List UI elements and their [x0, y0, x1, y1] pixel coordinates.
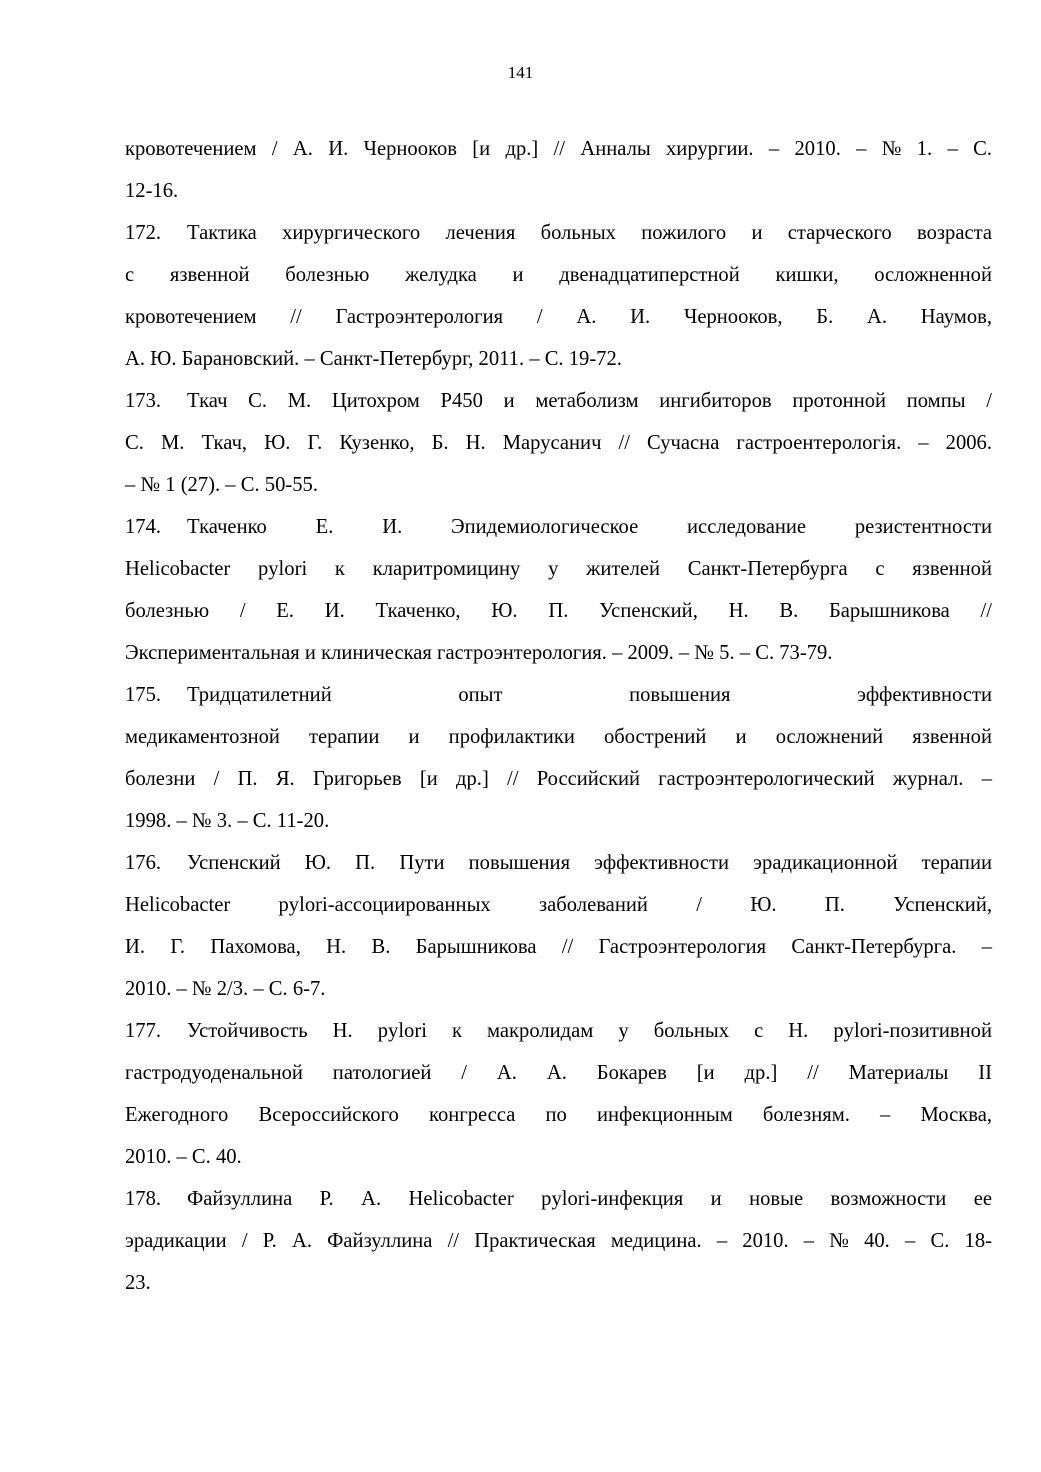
reference-entry — [125, 1178, 992, 1304]
reference-line — [125, 1220, 992, 1262]
reference-line — [125, 128, 992, 170]
reference-number: 177. — [125, 1020, 162, 1042]
reference-text: С. М. Ткач, Ю. Г. Кузенко, Б. Н. Марусанич // Сучасна гастроентерологія. – 2006. — [125, 432, 992, 454]
reference-line — [125, 1136, 992, 1178]
reference-text: Файзуллина Р. А. Helicobacter pylori-инфекция и новые возможности ее — [187, 1188, 992, 1210]
reference-line — [125, 1010, 992, 1052]
reference-line — [125, 968, 992, 1010]
reference-entry — [125, 506, 992, 674]
reference-line — [125, 464, 992, 506]
reference-entry — [125, 380, 992, 506]
reference-entry — [125, 212, 992, 380]
reference-number: 176. — [125, 852, 162, 874]
reference-text: Ткаченко Е. И. Эпидемиологическое исследование резистентности — [187, 516, 992, 538]
reference-text: болезнью / Е. И. Ткаченко, Ю. П. Успенский, Н. В. Барышникова // — [125, 600, 992, 622]
reference-line — [125, 716, 992, 758]
reference-number: 175. — [125, 684, 162, 706]
reference-line — [125, 254, 992, 296]
reference-line — [125, 800, 992, 842]
reference-text: 12-16. — [125, 180, 179, 202]
reference-text: болезни / П. Я. Григорьев [и др.] // Российский гастроэнтерологический журнал. – — [125, 768, 992, 790]
reference-text: эрадикации / Р. А. Файзуллина // Практическая медицина. – 2010. – № 40. – С. 18- — [125, 1230, 992, 1252]
reference-text: гастродуоденальной патологией / А. А. Бокарев [и др.] // Материалы II — [125, 1062, 992, 1084]
reference-line — [125, 674, 992, 716]
reference-line — [125, 548, 992, 590]
reference-entry — [125, 674, 992, 842]
reference-number: 172. — [125, 222, 162, 244]
reference-line — [125, 380, 992, 422]
reference-line — [125, 842, 992, 884]
reference-text: медикаментозной терапии и профилактики обострений и осложнений язвенной — [125, 726, 992, 748]
reference-entry — [125, 1010, 992, 1178]
reference-line — [125, 422, 992, 464]
reference-entry — [125, 842, 992, 1010]
reference-text: Тридцатилетний опыт повышения эффективности — [187, 684, 992, 706]
reference-line — [125, 884, 992, 926]
reference-line — [125, 1262, 992, 1304]
reference-text: 2010. – № 2/3. – С. 6-7. — [125, 978, 326, 1000]
reference-text: 23. — [125, 1272, 151, 1294]
page-number: 141 — [507, 63, 534, 82]
reference-line — [125, 212, 992, 254]
reference-text: Тактика хирургического лечения больных пожилого и старческого возраста — [187, 222, 992, 244]
reference-line — [125, 1052, 992, 1094]
reference-text: – № 1 (27). – С. 50-55. — [125, 474, 318, 496]
reference-line — [125, 506, 992, 548]
reference-number: 174. — [125, 516, 162, 538]
reference-text: Helicobacter pylori к кларитромицину у жителей Санкт-Петербурга с язвенной — [125, 558, 992, 580]
reference-text: Ткач С. М. Цитохром P450 и метаболизм ингибиторов протонной помпы / — [187, 390, 992, 412]
reference-line — [125, 590, 992, 632]
reference-text: Устойчивость H. pylori к макролидам у больных с H. pylori-позитивной — [187, 1020, 992, 1042]
reference-text: А. Ю. Барановский. – Санкт-Петербург, 2011. – С. 19-72. — [125, 348, 622, 370]
reference-text: с язвенной болезнью желудка и двенадцатиперстной кишки, осложненной — [125, 264, 992, 286]
bibliography-list — [125, 128, 992, 1304]
reference-line — [125, 170, 992, 212]
reference-line — [125, 758, 992, 800]
reference-text: Успенский Ю. П. Пути повышения эффективности эрадикационной терапии — [187, 852, 992, 874]
reference-text: Экспериментальная и клиническая гастроэнтерология. – 2009. – № 5. – С. 73-79. — [125, 642, 833, 664]
reference-text: Ежегодного Всероссийского конгресса по инфекционным болезням. – Москва, — [125, 1104, 992, 1126]
reference-text: И. Г. Пахомова, Н. В. Барышникова // Гастроэнтерология Санкт-Петербурга. – — [125, 936, 992, 958]
reference-text: 2010. – С. 40. — [125, 1146, 242, 1168]
reference-line — [125, 1094, 992, 1136]
reference-number: 178. — [125, 1188, 162, 1210]
reference-line — [125, 632, 992, 674]
reference-entry — [125, 128, 992, 212]
reference-text: Helicobacter pylori-ассоциированных заболеваний / Ю. П. Успенский, — [125, 894, 992, 916]
reference-number: 173. — [125, 390, 162, 412]
reference-line — [125, 296, 992, 338]
reference-text: кровотечением / А. И. Чернооков [и др.] // Анналы хирургии. – 2010. – № 1. – С. — [125, 138, 992, 160]
reference-line — [125, 1178, 992, 1220]
reference-line — [125, 926, 992, 968]
reference-text: кровотечением // Гастроэнтерология / А. И. Чернооков, Б. А. Наумов, — [125, 306, 992, 328]
reference-text: 1998. – № 3. – С. 11-20. — [125, 810, 330, 832]
reference-line — [125, 338, 992, 380]
